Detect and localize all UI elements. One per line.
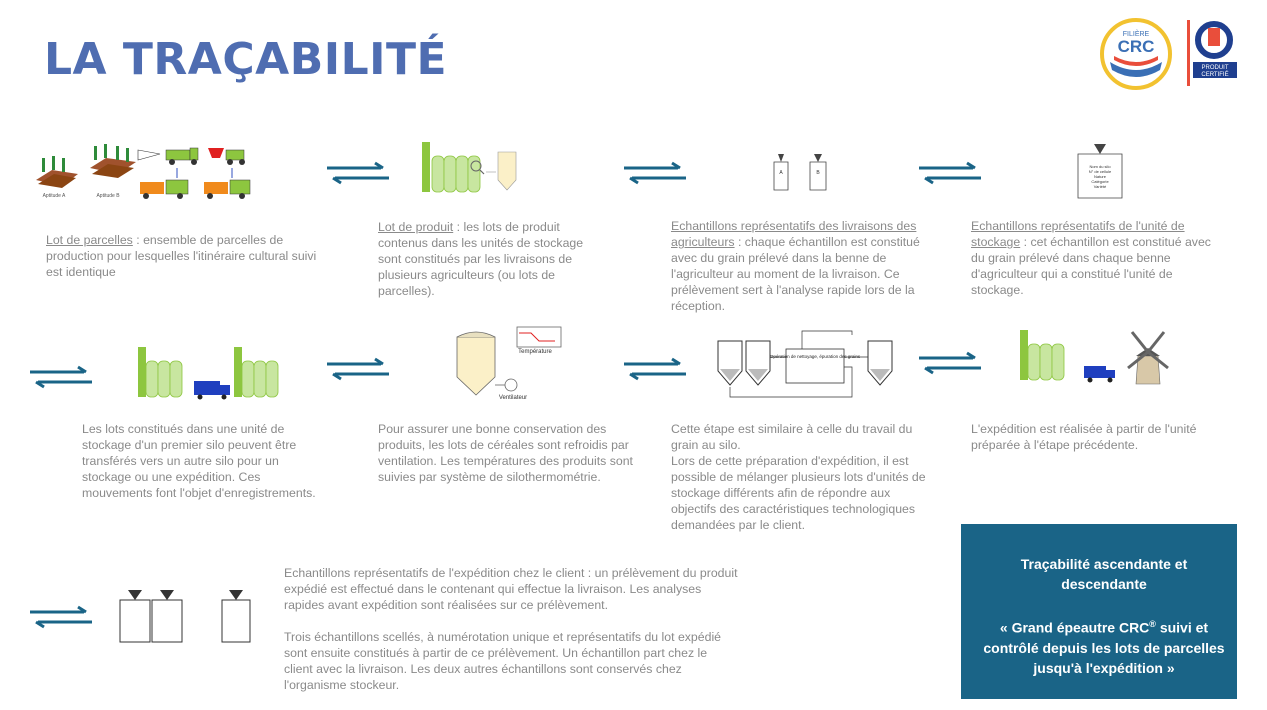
info-quote: « Grand épeautre CRC® suivi et contrôlé depuis les lots de parcelles jusqu'à l'expédition » — [983, 619, 1225, 676]
silo-cells-illustration — [420, 142, 520, 197]
produit-certifie-logo — [1184, 18, 1240, 90]
silo-transfer-illustration — [136, 345, 284, 400]
parcels-illustration — [32, 140, 257, 205]
mill-shipment-illustration — [1018, 328, 1180, 388]
bag-b-label: B — [816, 170, 820, 176]
bag-a-label: A — [779, 170, 783, 176]
ventilated-silo-illustration — [455, 325, 563, 403]
label-nature: Nature — [1093, 174, 1107, 179]
double-arrow-icon — [327, 356, 389, 382]
label-cell: N° de cellule — [1088, 169, 1112, 174]
double-arrow-icon — [30, 364, 92, 390]
ventilateur-label: Ventilateur — [498, 395, 528, 401]
page-title: LA TRAÇABILITÉ — [44, 34, 448, 85]
process-box-label: Opération de nettoyage, épuration des grains — [769, 354, 861, 359]
double-arrow-icon — [919, 160, 981, 186]
sealed-samples-illustration — [116, 588, 256, 644]
info-heading-line1: Traçabilité ascendante et — [1020, 556, 1188, 572]
double-arrow-icon — [30, 604, 92, 630]
filiere-crc-logo — [1100, 18, 1172, 90]
label-categorie: Catégorie — [1091, 179, 1109, 184]
double-arrow-icon — [624, 160, 686, 186]
crc-top-text: FILIÈRE — [1122, 31, 1150, 38]
step-lot-produit: Lot de produit : les lots de produit contenus dans les unités de stockage sont constitués par les livraisons de plusieurs agriculteurs (ou lots de parcelles). — [378, 220, 584, 298]
shipment-samples-text: Echantillons représentatifs de l'expédition chez le client : un prélèvement du produit expédié est effectué dans le contenant qui effectue la livraison. Les analyses rapides avant expédition sont réalisées sur ce prélèvement. Trois échantillons scellés, à numérotation unique et représentatifs du lot expédié sont ensuite constitués à partir de ce prélèvement. Un échantillon part chez le client avec la livraison. Les deux autres échantillons sont conservés chez l'organisme stockeur. — [284, 566, 738, 692]
process-illustration — [712, 327, 902, 407]
parcel-a-label: Aptitude A — [42, 193, 66, 199]
crc-main-text: CRC — [1117, 37, 1155, 56]
step-echantillons-livraisons: Echantillons représentatifs des livraisons des agriculteurs : chaque échantillon est constitué avec du grain prélevé dans la benne de l'agriculteur au moment de la livraison. Ce prélèvement sert à l'analyse rapide lors de la réception. — [671, 219, 920, 313]
labelled-sample-bag-illustration — [1070, 142, 1130, 200]
double-arrow-icon — [919, 350, 981, 376]
cert-line1: PRODUIT — [1201, 65, 1229, 71]
sample-bags-illustration — [770, 152, 836, 192]
label-variete: Variété — [1093, 184, 1107, 189]
double-arrow-icon — [327, 160, 389, 186]
cert-line2: CERTIFIÉ — [1201, 72, 1229, 78]
temperature-label: Température — [518, 349, 552, 355]
label-silo: Nom du silo — [1089, 164, 1111, 169]
step-ventilation: Pour assurer une bonne conservation des produits, les lots de céréales sont refroidis par ventilation. Les températures des produits sont suivies par système de silothermométrie. — [378, 422, 633, 484]
info-heading-line2: descendante — [1061, 576, 1147, 592]
step-echantillons-stockage: Echantillons représentatifs de l'unité de stockage : cet échantillon est constitué avec du grain prélevé dans chaque benne d'agriculteur qui a constitué l'unité de stockage. — [971, 219, 1211, 297]
step-expedition: L'expédition est réalisée à partir de l'unité préparée à l'étape précédente. — [971, 422, 1197, 452]
traceability-info-box — [961, 524, 1237, 699]
double-arrow-icon — [624, 356, 686, 382]
step-transfert-silo: Les lots constitués dans une unité de stockage d'un premier silo peuvent être transférés vers un autre silo pour un stockage ou une expédition. Ces mouvements font l'objet d'enregistrements. — [82, 422, 316, 500]
step-preparation-expedition: Cette étape est similaire à celle du travail du grain au silo. Lors de cette préparation d'expédition, il est possible de mélanger plusieurs lots d'unités de stockage différents afin de répondre aux objectifs des caractéristiques technologiques demandées par le client. — [671, 422, 926, 532]
parcel-b-label: Aptitude B — [96, 193, 120, 199]
step-lot-parcelles: Lot de parcelles : ensemble de parcelles de production pour lesquelles l'itinéraire cultural suivi est identique — [46, 233, 317, 279]
